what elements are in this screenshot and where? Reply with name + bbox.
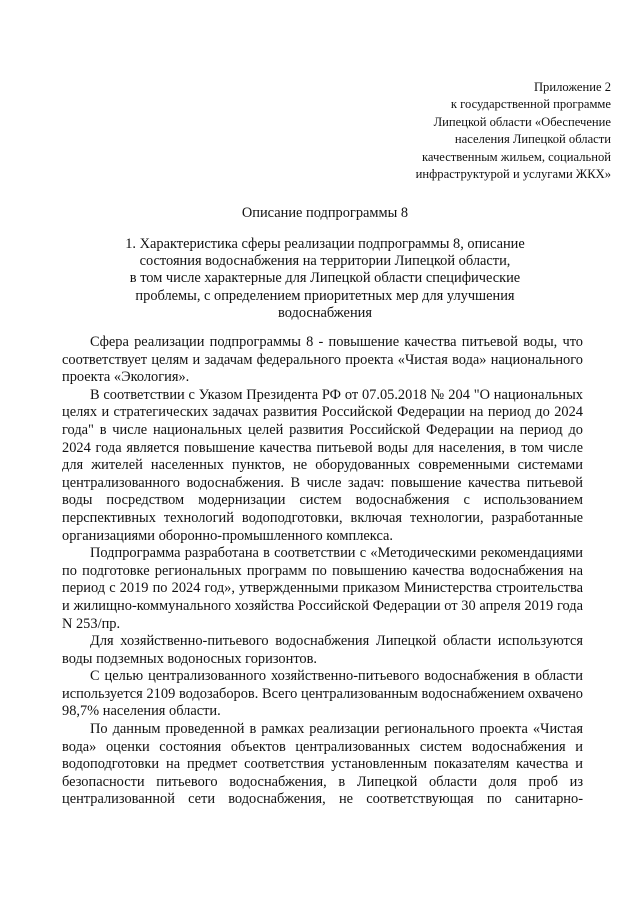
body-line: года" в числе национальных целей развития Российской Федерации на период до — [62, 421, 583, 438]
body-line: По данным проведенной в рамках реализации регионального проекта «Чистая — [90, 721, 583, 738]
section-heading-line: проблемы, с определением приоритетных мер для улучшения — [135, 287, 515, 304]
body-line: период с 2019 по 2024 год», утвержденными приказом Министерства строительства — [62, 580, 583, 597]
body-line: Сфера реализации подпрограммы 8 - повышение качества питьевой воды, что — [90, 334, 583, 350]
body-line: используется 2109 водозаборов. Всего централизованным водоснабжением охвачено — [62, 685, 583, 702]
appendix-line: качественным жильем, социальной — [421, 149, 611, 164]
body-line: 98,7% населения области. — [62, 703, 221, 720]
body-line: централизованной сети водоснабжения, не соответствующая по санитарно- — [62, 791, 583, 808]
appendix-line: к государственной программе — [450, 97, 611, 112]
body-line: для жителей населенных пунктов, не оборудованных современными системами — [62, 457, 583, 474]
section-heading-line: водоснабжения — [278, 304, 372, 321]
appendix-line: населения Липецкой области — [454, 132, 611, 147]
section-heading-line: 1. Характеристика сферы реализации подпрограммы 8, описание — [125, 236, 525, 252]
body-line: водоподготовки на предмет соответствия установленным показателям качества и — [62, 756, 583, 773]
body-line: 2024 года является повышение качества питьевой воды для населения, в том числе — [62, 439, 583, 456]
body-line: воды подземных водоносных горизонтов. — [62, 650, 318, 667]
body-line: N 253/пр. — [62, 615, 121, 632]
body-line: по подготовке региональных программ по повышению качества водоснабжения на — [62, 562, 583, 579]
body-line: перспективных технологий водоподготовки, включая технологии, разработанные — [62, 509, 583, 526]
body-line: вода» оценки состояния объектов централизованных систем водоснабжения и — [62, 738, 583, 755]
body-line: проекта «Экология». — [62, 369, 190, 386]
appendix-note — [380, 79, 611, 183]
body-line: Подпрограмма разработана в соответствии с «Методическими рекомендациями — [90, 545, 583, 562]
document-title: Описание подпрограммы 8 — [241, 205, 409, 221]
body-line: соответствует целям и задачам федерального проекта «Чистая вода» национального — [62, 351, 583, 368]
appendix-line: инфраструктурой и услугами ЖКХ» — [415, 167, 611, 182]
body-line: С целью централизованного хозяйственно-питьевого водоснабжения в области — [90, 668, 583, 685]
body-line: воды посредством модернизации систем водоснабжения с использованием — [62, 492, 583, 509]
body-line: Для хозяйственно-питьевого водоснабжения Липецкой области используются — [90, 633, 583, 650]
body-line: организациями оборонно-промышленного комплекса. — [62, 527, 393, 544]
section-heading-line: состояния водоснабжения на территории Липецкой области, — [139, 253, 511, 270]
body-line: В соответствии с Указом Президента РФ от 07.05.2018 № 204 "О национальных — [90, 386, 583, 403]
appendix-line: Приложение 2 — [533, 80, 611, 94]
body-line: и жилищно-коммунального хозяйства Российской Федерации от 30 апреля 2019 года — [62, 597, 583, 614]
body-line: централизованного водоснабжения. В числе задач: повышение качества питьевой — [62, 474, 583, 491]
body-line: целях и стратегических задачах развития Российской Федерации на период до 2024 — [62, 404, 583, 421]
body-line: безопасности питьевого водоснабжения, в Липецкой области доля проб из — [62, 773, 583, 790]
section-heading-line: в том числе характерные для Липецкой области специфические — [129, 270, 521, 287]
body-text — [62, 334, 583, 809]
section-heading — [80, 236, 570, 322]
appendix-line: Липецкой области «Обеспечение — [433, 114, 611, 129]
